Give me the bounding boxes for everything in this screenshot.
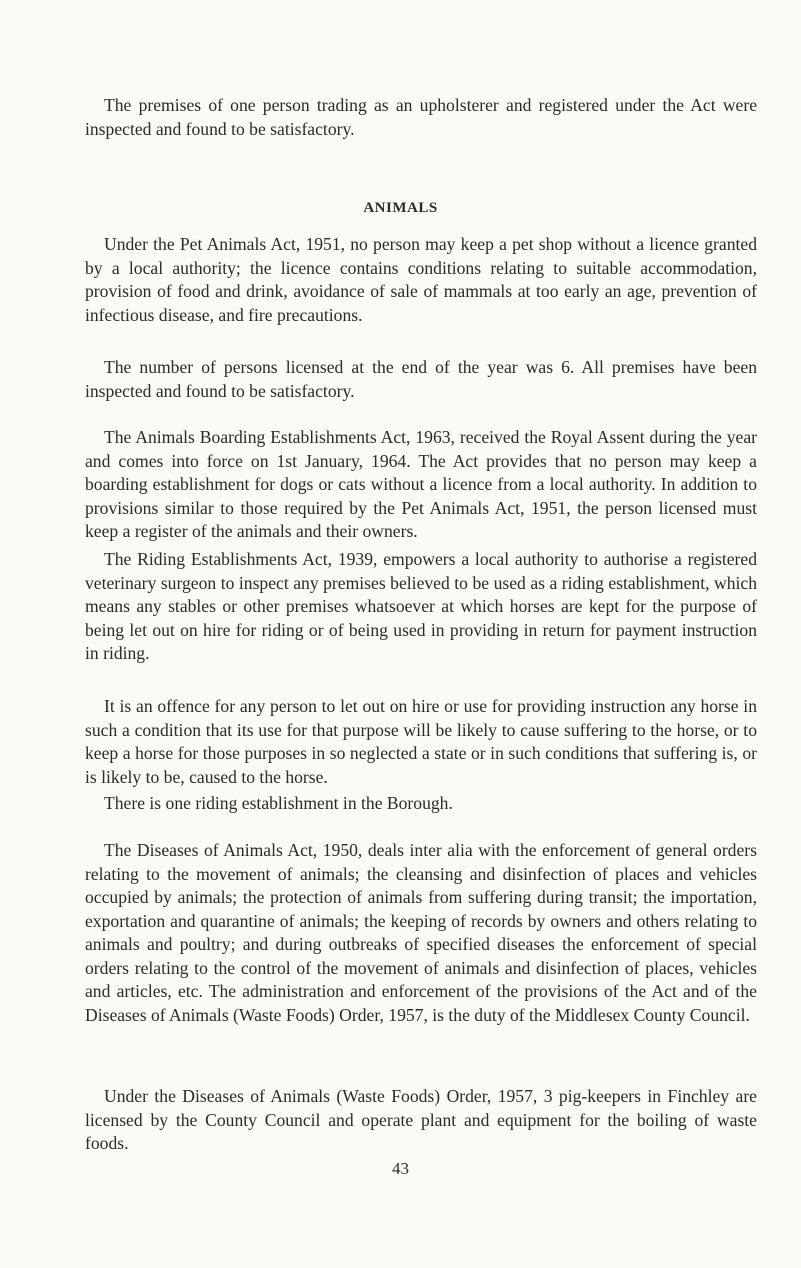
paragraph-riding-establishments-act: The Riding Establishments Act, 1939, empowers a local authority to authorise a registered veterinary surgeon to inspect any premises believed to be used as a riding establishment, which means any stables or other premises whatsoever at which horses are kept for the purpose of being let out on hire for riding or of being used in providing in return for payment instruction in riding. (85, 549, 757, 663)
section-heading-animals: ANIMALS (363, 200, 438, 216)
paragraph-diseases-of-animals-act: The Diseases of Animals Act, 1950, deals inter alia with the enforcement of general orders relating to the movement of animals; the cleansing and disinfection of places and vehicles occupied by animals; the protection of animals from suffering during transit; the importation, exportation and quarantine of animals; the keeping of records by owners and others relating to animals and poultry; and during outbreaks of specified diseases the enforcement of special orders relating to the control of the movement of animals and disinfection of places, vehicles and articles, etc. The administration and enforcement of the provisions of the Act and of the Diseases of Animals (Waste Foods) Order, 1957, is the duty of the Middlesex County Council. (85, 840, 757, 1025)
paragraph-waste-foods-order: Under the Diseases of Animals (Waste Foods) Order, 1957, 3 pig-keepers in Finchley are licensed by the County Council and operate plant and equipment for the boiling of waste foods. (85, 1086, 757, 1153)
page-number: 43 (392, 1159, 409, 1178)
paragraph-upholsterer: The premises of one person trading as an upholsterer and registered under the Act were inspected and found to be satisfactory. (85, 95, 757, 139)
paragraph-boarding-establishments-act: The Animals Boarding Establishments Act, 1963, received the Royal Assent during the year and comes into force on 1st January, 1964. The Act provides that no person may keep a boarding establishment for dogs or cats without a licence from a local authority. In addition to provisions similar to those required by the Pet Animals Act, 1951, the person licensed must keep a register of the animals and their owners. (85, 427, 757, 541)
paragraph-pet-animals-act: Under the Pet Animals Act, 1951, no person may keep a pet shop without a licence granted by a local authority; the licence contains conditions relating to suitable accommodation, provision of food and drink, avoidance of sale of mammals at too early an age, prevention of infectious disease, and fire precautions. (85, 234, 757, 325)
paragraph-persons-licensed: The number of persons licensed at the end of the year was 6. All premises have been inspected and found to be satisfactory. (85, 357, 757, 401)
paragraph-riding-establishment-count: There is one riding establishment in the Borough. (104, 793, 453, 813)
paragraph-riding-offence: It is an offence for any person to let out on hire or use for providing instruction any horse in such a condition that its use for that purpose will be likely to cause suffering to the horse, or to keep a horse for those purposes in so neglected a state or in such conditions that suffering is, or is likely to be, caused to the horse. (85, 696, 757, 787)
